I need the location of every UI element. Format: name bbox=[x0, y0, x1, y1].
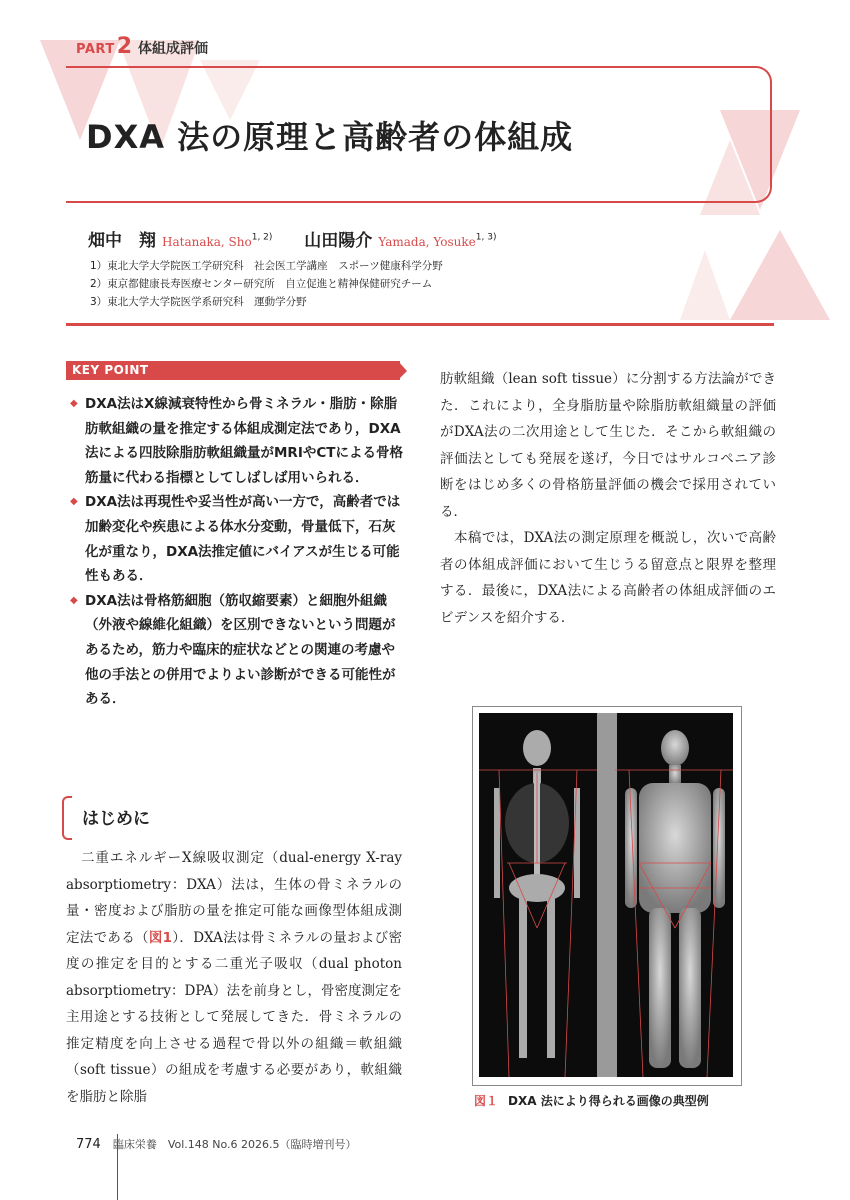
body-para1-a: 二重エネルギーX線吸収測定（dual-energy X-ray absorptiometry：DXA）法は，生体の骨ミネラルの量・密度および脂肪の量を推定可能な画像型体組成測定法である（ bbox=[66, 850, 402, 946]
key-point-list bbox=[70, 392, 404, 712]
part-label bbox=[76, 34, 208, 59]
key-point-item bbox=[70, 392, 404, 490]
footer bbox=[76, 1136, 357, 1152]
body-para1-b: ）．DXA法は骨ミネラルの量および密度の推定を目的とする二重光子吸収（dual photon absorptiometry：DPA）法を前身とし，骨密度測定を主用途とする技術として発展してきた．骨ミネラルの推定精度を向上させる過程で骨以外の組織＝軟組織（soft tissue）の組成を考慮する必要があり，軟組織を脂肪と除脂 bbox=[66, 929, 402, 1105]
body-para1-cont: 肪軟組織（lean soft tissue）に分割する方法論ができた．これにより，全身脂肪量や除脂肪軟組織量の評価がDXA法の二次用途として生じた．そこから軟組織の評価法としても発展を遂げ，今日ではサルコペニア診断をはじめ多くの骨格筋量評価の機会で採用されている． bbox=[440, 371, 776, 520]
author-sup-2: 1, 3) bbox=[475, 232, 497, 243]
author-romaji-2: Yamada, Yosuke bbox=[378, 235, 476, 249]
figure-caption bbox=[474, 1092, 709, 1109]
header-divider bbox=[66, 323, 774, 326]
author-romaji-1: Hatanaka, Sho bbox=[162, 235, 252, 249]
author-sup-1: 1, 2) bbox=[251, 232, 273, 243]
author-name-1: 畑中 翔 bbox=[88, 231, 156, 251]
journal-info: 臨床栄養 Vol.148 No.6 2026.5（臨時増刊号） bbox=[112, 1138, 357, 1151]
dxa-body-drawings bbox=[479, 713, 733, 1077]
figure-label: 図１ bbox=[474, 1094, 499, 1108]
page-number: 774 bbox=[76, 1137, 101, 1152]
body-para2: 本稿では，DXA法の測定原理を概説し，次いで高齢者の体組成評価において生じうる留意点と限界を整理する．最後に，DXA法による高齢者の体組成評価のエビデンスを紹介する． bbox=[440, 530, 776, 626]
key-point-item bbox=[70, 490, 404, 588]
affiliation-3: 3）東北大学大学院医学系研究科 運動学分野 bbox=[90, 296, 307, 308]
key-point-text: DXA法は骨格筋細胞（筋収縮要素）と細胞外組織（外液や線維化組織）を区別できないという問題があるため，筋力や臨床的症状などとの関連の考慮や他の手法との併用でよりよい診断ができる可能性がある． bbox=[85, 592, 396, 708]
body-right-column bbox=[440, 366, 776, 631]
key-point-heading: KEY POINT bbox=[66, 361, 400, 380]
key-point-arrow bbox=[398, 361, 407, 380]
key-point-item bbox=[70, 589, 404, 712]
article-title: DXA 法の原理と高齢者の体組成 bbox=[86, 118, 574, 156]
diamond-bullet-icon: ◆ bbox=[70, 398, 78, 409]
key-point-text: DXA法は再現性や妥当性が高い一方で，高齢者では加齢変化や疾患による体水分変動，骨量低下，石灰化が重なり，DXA法推定値にバイアスが生じる可能性もある． bbox=[85, 494, 401, 585]
part-title: 体組成評価 bbox=[138, 41, 209, 57]
key-point-text: DXA法はX線減衰特性から骨ミネラル・脂肪・除脂肪軟組織の量を推定する体組成測定法であり，DXA法による四肢除脂肪軟組織量がMRIやCTによる骨格筋量に代わる指標としてしばしば用いられる． bbox=[85, 396, 403, 486]
figure-caption-text: DXA 法により得られる画像の典型例 bbox=[508, 1094, 709, 1108]
diamond-bullet-icon: ◆ bbox=[70, 594, 78, 606]
authors-line bbox=[88, 226, 496, 251]
figure-reference-link[interactable]: 図1 bbox=[148, 929, 173, 946]
part-prefix: PART bbox=[76, 42, 115, 57]
section-bracket bbox=[62, 796, 72, 840]
section-title: はじめに bbox=[82, 809, 150, 829]
affiliation-1: 1）東北大学大学院医工学研究科 社会医工学講座 スポーツ健康科学分野 bbox=[90, 260, 443, 272]
part-number: 2 bbox=[116, 34, 133, 59]
body-left-column bbox=[66, 845, 402, 1110]
affiliation-2: 2）東京都健康長寿医療センター研究所 自立促進と精神保健研究チーム bbox=[90, 278, 433, 290]
author-name-2: 山田陽介 bbox=[304, 231, 373, 251]
diamond-bullet-icon: ◆ bbox=[70, 496, 78, 508]
